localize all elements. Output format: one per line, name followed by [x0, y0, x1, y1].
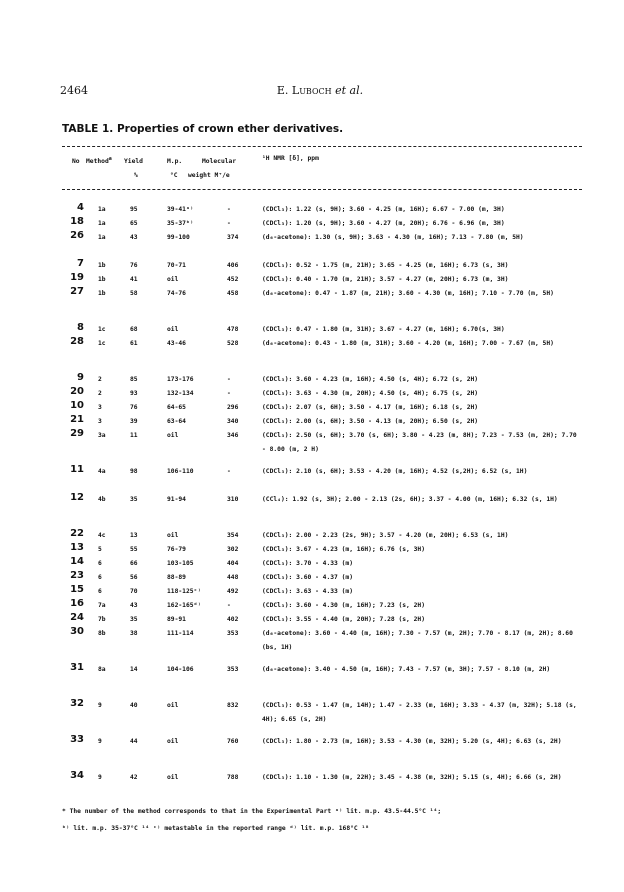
yield-cell: 98: [130, 468, 138, 475]
method-cell: 3a: [98, 432, 106, 439]
col-header-no: No: [72, 158, 80, 165]
molecular-weight-cell: -: [227, 468, 231, 475]
molecular-weight-cell: 788: [227, 774, 239, 781]
method-cell: 9: [98, 774, 102, 781]
compound-number: 7: [77, 258, 84, 269]
method-cell: 7b: [98, 616, 106, 623]
yield-cell: 35: [130, 496, 138, 503]
compound-number: 27: [70, 286, 84, 297]
method-cell: 9: [98, 702, 102, 709]
table-row: [0, 543, 624, 557]
compound-number: 30: [70, 626, 84, 637]
table-row: [0, 585, 624, 599]
running-header-authors: E. Luboch et al.: [276, 84, 364, 97]
molecular-weight-cell: 452: [227, 276, 239, 283]
melting-point-cell: 88-89: [167, 574, 186, 581]
nmr-cell: (CDCl₃): 3.67 - 4.23 (m, 16H); 6.76 (s, 3H): [262, 546, 426, 553]
molecular-weight-cell: 354: [227, 532, 239, 539]
yield-cell: 40: [130, 702, 138, 709]
melting-point-cell: oil: [167, 738, 179, 745]
yield-cell: 42: [130, 774, 138, 781]
molecular-weight-cell: -: [227, 206, 231, 213]
melting-point-cell: 132-134: [167, 390, 194, 397]
compound-number: 28: [70, 336, 84, 347]
compound-number: 8: [77, 322, 84, 333]
molecular-weight-cell: 458: [227, 290, 239, 297]
table-row: [0, 429, 624, 457]
melting-point-cell: oil: [167, 326, 179, 333]
method-cell: 6: [98, 574, 102, 581]
table-row: [0, 465, 624, 493]
melting-point-cell: 43-46: [167, 340, 186, 347]
method-cell: 2: [98, 390, 102, 397]
method-cell: 1b: [98, 276, 106, 283]
melting-point-cell: 111-114: [167, 630, 194, 637]
nmr-cell: (CDCl₃): 1.80 - 2.73 (m, 16H); 3.53 - 4.30 (m, 32H); 5.20 (s, 4H); 6.63 (s, 2H): [262, 738, 562, 745]
table-row: [0, 627, 624, 655]
yield-cell: 65: [130, 220, 138, 227]
yield-cell: 61: [130, 340, 138, 347]
compound-number: 33: [70, 734, 84, 745]
compound-number: 9: [77, 372, 84, 383]
compound-number: 10: [70, 400, 84, 411]
compound-number: 26: [70, 230, 84, 241]
molecular-weight-cell: 492: [227, 588, 239, 595]
compound-number: 13: [70, 542, 84, 553]
compound-number: 14: [70, 556, 84, 567]
yield-cell: 44: [130, 738, 138, 745]
yield-cell: 70: [130, 588, 138, 595]
table-row: [0, 571, 624, 585]
method-cell: 1c: [98, 326, 106, 333]
table-row: [0, 493, 624, 521]
table-row: [0, 599, 624, 613]
method-cell: 1a: [98, 206, 106, 213]
nmr-cell: (CDCl₃): 0.47 - 1.80 (m, 31H); 3.67 - 4.27 (m, 16H); 6.70(s, 3H): [262, 326, 505, 333]
table-top-rule: [62, 146, 582, 147]
yield-cell: 35: [130, 616, 138, 623]
table-row: [0, 663, 624, 691]
yield-cell: 43: [130, 602, 138, 609]
table-row: [0, 231, 624, 259]
nmr-cell: (CDCl₃): 1.10 - 1.30 (m, 22H); 3.45 - 4.38 (m, 32H); 5.15 (s, 4H); 6.66 (s, 2H): [262, 774, 562, 781]
nmr-cell: (CDCl₃): 3.63 - 4.30 (m, 20H); 4.50 (s, 4H); 6.75 (s, 2H): [262, 390, 479, 397]
yield-cell: 43: [130, 234, 138, 241]
molecular-weight-cell: 302: [227, 546, 239, 553]
nmr-cell: (CDCl₃): 3.63 - 4.33 (m): [262, 588, 353, 595]
yield-cell: 66: [130, 560, 138, 567]
method-cell: 8b: [98, 630, 106, 637]
molecular-weight-cell: 448: [227, 574, 239, 581]
yield-cell: 58: [130, 290, 138, 297]
table-row: [0, 771, 624, 799]
table-row: [0, 415, 624, 429]
molecular-weight-cell: 310: [227, 496, 239, 503]
footnote-line-2: ᵇ⁾ lit. m.p. 35-37°C ¹⁴ ᶜ⁾ metastable in the reported range ᵈ⁾ lit. m.p. 168°C ¹⁸: [62, 825, 370, 832]
method-cell: 4c: [98, 532, 106, 539]
nmr-cell: (CDCl₃): 3.60 - 4.37 (m): [262, 574, 353, 581]
molecular-weight-cell: 346: [227, 432, 239, 439]
melting-point-cell: 118-125ᶜ⁾: [167, 588, 202, 595]
method-cell: 4a: [98, 468, 106, 475]
melting-point-cell: 103-105: [167, 560, 194, 567]
melting-point-cell: 63-64: [167, 418, 186, 425]
nmr-cell: (CDCl₃): 2.00 (s, 6H); 3.50 - 4.13 (m, 20H); 6.50 (s, 2H): [262, 418, 479, 425]
melting-point-cell: 99-100: [167, 234, 190, 241]
method-cell: 2: [98, 376, 102, 383]
table-row: [0, 735, 624, 763]
nmr-cell: (CDCl₃): 3.70 - 4.33 (m): [262, 560, 353, 567]
col-header-yield: Yield: [124, 158, 143, 165]
method-cell: 1c: [98, 340, 106, 347]
method-cell: 5: [98, 546, 102, 553]
yield-cell: 38: [130, 630, 138, 637]
method-cell: 8a: [98, 666, 106, 673]
footnote-line-1: * The number of the method corresponds to that in the Experimental Part ᵃ⁾ lit. m.p. 43.5-44.5°C ¹⁴;: [62, 808, 442, 815]
table-row: [0, 203, 624, 217]
method-cell: 7a: [98, 602, 106, 609]
molecular-weight-cell: 353: [227, 666, 239, 673]
molecular-weight-cell: -: [227, 220, 231, 227]
molecular-weight-cell: -: [227, 390, 231, 397]
yield-cell: 76: [130, 262, 138, 269]
table-row: [0, 529, 624, 543]
yield-cell: 11: [130, 432, 138, 439]
compound-number: 19: [70, 272, 84, 283]
method-cell: 1b: [98, 290, 106, 297]
molecular-weight-cell: 760: [227, 738, 239, 745]
compound-number: 31: [70, 662, 84, 673]
table-row: [0, 699, 624, 727]
melting-point-cell: 64-65: [167, 404, 186, 411]
melting-point-cell: 91-94: [167, 496, 186, 503]
table-row: [0, 401, 624, 415]
compound-number: 22: [70, 528, 84, 539]
yield-cell: 85: [130, 376, 138, 383]
method-cell: 9: [98, 738, 102, 745]
yield-cell: 56: [130, 574, 138, 581]
melting-point-cell: 89-91: [167, 616, 186, 623]
table-row: [0, 613, 624, 627]
nmr-cell: (CDCl₃): 1.22 (s, 9H); 3.60 - 4.25 (m, 16H); 6.67 - 7.00 (m, 3H): [262, 206, 505, 213]
nmr-cell: (CDCl₃): 2.07 (s, 6H); 3.50 - 4.17 (m, 16H); 6.18 (s, 2H): [262, 404, 479, 411]
table-row: [0, 323, 624, 337]
nmr-cell: (CDCl₃): 2.00 - 2.23 (2s, 9H); 3.57 - 4.20 (m, 20H); 6.53 (s, 1H): [262, 532, 509, 539]
melting-point-cell: oil: [167, 532, 179, 539]
col-header-mw-unit: weight M⁺/e: [188, 172, 230, 179]
molecular-weight-cell: 528: [227, 340, 239, 347]
compound-number: 34: [70, 770, 84, 781]
nmr-cell: (d₆-acetone): 0.43 - 1.80 (m, 31H); 3.60 - 4.20 (m, 16H); 7.00 - 7.67 (m, 5H): [262, 340, 554, 347]
col-header-mp-unit: °C: [170, 172, 178, 179]
yield-cell: 39: [130, 418, 138, 425]
table-row: [0, 217, 624, 231]
table-header-rule: [62, 189, 582, 190]
table-row: [0, 287, 624, 315]
molecular-weight-cell: 296: [227, 404, 239, 411]
nmr-cell: (CDCl₃): 0.52 - 1.75 (m, 21H); 3.65 - 4.25 (m, 16H); 6.73 (s, 3H): [262, 262, 509, 269]
molecular-weight-cell: 406: [227, 262, 239, 269]
compound-number: 18: [70, 216, 84, 227]
nmr-cell: (d₆-acetone): 3.40 - 4.50 (m, 16H); 7.43 - 7.57 (m, 3H); 7.57 - 8.10 (m, 2H): [262, 666, 551, 673]
melting-point-cell: 74-76: [167, 290, 186, 297]
molecular-weight-cell: 404: [227, 560, 239, 567]
melting-point-cell: 106-110: [167, 468, 194, 475]
melting-point-cell: oil: [167, 774, 179, 781]
yield-cell: 95: [130, 206, 138, 213]
method-cell: 6: [98, 588, 102, 595]
molecular-weight-cell: 353: [227, 630, 239, 637]
compound-number: 16: [70, 598, 84, 609]
molecular-weight-cell: 374: [227, 234, 239, 241]
table-row: [0, 387, 624, 401]
compound-number: 12: [70, 492, 84, 503]
col-header-mw: Molecular: [202, 158, 237, 165]
melting-point-cell: 162-165ᵈ⁾: [167, 602, 202, 609]
method-cell: 1a: [98, 234, 106, 241]
method-cell: 6: [98, 560, 102, 567]
melting-point-cell: 76-79: [167, 546, 186, 553]
yield-cell: 13: [130, 532, 138, 539]
compound-number: 23: [70, 570, 84, 581]
nmr-cell: (d₆-acetone): 1.30 (s, 9H); 3.63 - 4.30 (m, 16H); 7.13 - 7.80 (m, 5H): [262, 234, 524, 241]
nmr-cell: (CDCl₃): 1.20 (s, 9H); 3.60 - 4.27 (m, 20H); 6.76 - 6.96 (m, 3H): [262, 220, 505, 227]
table-row: [0, 259, 624, 273]
table-row: [0, 557, 624, 571]
nmr-cell: (CCl₄): 1.92 (s, 3H); 2.00 - 2.13 (2s, 6H); 3.37 - 4.00 (m, 16H); 6.32 (s, 1H): [262, 496, 558, 503]
melting-point-cell: oil: [167, 432, 179, 439]
compound-number: 32: [70, 698, 84, 709]
nmr-cell: (CDCl₃): 0.40 - 1.70 (m, 21H); 3.57 - 4.27 (m, 20H); 6.73 (m, 3H): [262, 276, 509, 283]
yield-cell: 41: [130, 276, 138, 283]
yield-cell: 55: [130, 546, 138, 553]
col-header-mp: M.p.: [167, 158, 183, 165]
melting-point-cell: 173-176: [167, 376, 194, 383]
page-number: 2464: [60, 84, 88, 97]
melting-point-cell: 35-37ᵇ⁾: [167, 220, 194, 227]
nmr-cell: (CDCl₃): 3.60 - 4.23 (m, 16H); 4.50 (s, 4H); 6.72 (s, 2H): [262, 376, 479, 383]
molecular-weight-cell: 340: [227, 418, 239, 425]
table-row: [0, 373, 624, 387]
table-caption: TABLE 1. Properties of crown ether derivatives.: [62, 123, 344, 135]
method-cell: 4b: [98, 496, 106, 503]
melting-point-cell: 39-41ᵃ⁾: [167, 206, 194, 213]
nmr-cell: (CDCl₃): 3.60 - 4.30 (m, 16H); 7.23 (s, 2H): [262, 602, 426, 609]
method-cell: 1a: [98, 220, 106, 227]
yield-cell: 76: [130, 404, 138, 411]
melting-point-cell: oil: [167, 276, 179, 283]
yield-cell: 68: [130, 326, 138, 333]
molecular-weight-cell: 832: [227, 702, 239, 709]
table-row: [0, 337, 624, 365]
col-header-yield-unit: %: [134, 172, 138, 179]
melting-point-cell: oil: [167, 702, 179, 709]
compound-number: 4: [77, 202, 84, 213]
compound-number: 11: [70, 464, 84, 475]
yield-cell: 93: [130, 390, 138, 397]
compound-number: 15: [70, 584, 84, 595]
nmr-cell: (CDCl₃): 2.50 (s, 6H); 3.70 (s, 6H); 3.80 - 4.23 (m, 8H); 7.23 - 7.53 (m, 2H); 7.70 - 8.00 (m, 2 H): [262, 432, 577, 453]
col-header-method: Method$^a$: [86, 155, 112, 165]
compound-number: 24: [70, 612, 84, 623]
col-header-nmr: ¹H NMR [δ], ppm: [262, 155, 319, 162]
nmr-cell: (d₆-acetone): 0.47 - 1.87 (m, 21H); 3.60 - 4.30 (m, 16H); 7.10 - 7.70 (m, 5H): [262, 290, 554, 297]
molecular-weight-cell: -: [227, 376, 231, 383]
compound-number: 20: [70, 386, 84, 397]
compound-number: 29: [70, 428, 84, 439]
molecular-weight-cell: 478: [227, 326, 239, 333]
table-row: [0, 273, 624, 287]
melting-point-cell: 104-106: [167, 666, 194, 673]
method-cell: 3: [98, 404, 102, 411]
nmr-cell: (CDCl₃): 0.53 - 1.47 (m, 14H); 1.47 - 2.33 (m, 16H); 3.33 - 4.37 (m, 32H); 5.18 (s, 4H); 6.65 (s, 2H): [262, 702, 577, 723]
method-cell: 3: [98, 418, 102, 425]
nmr-cell: (CDCl₃): 3.55 - 4.40 (m, 20H); 7.28 (s, 2H): [262, 616, 426, 623]
molecular-weight-cell: 402: [227, 616, 239, 623]
nmr-cell: (d₆-acetone): 3.60 - 4.40 (m, 16H); 7.30 - 7.57 (m, 2H); 7.70 - 8.17 (m, 2H); 8.60 (bs, 1H): [262, 630, 573, 651]
compound-number: 21: [70, 414, 84, 425]
table-body: [0, 203, 624, 799]
nmr-cell: (CDCl₃): 2.10 (s, 6H); 3.53 - 4.20 (m, 16H); 4.52 (s,2H); 6.52 (s, 1H): [262, 468, 528, 475]
method-cell: 1b: [98, 262, 106, 269]
molecular-weight-cell: -: [227, 602, 231, 609]
melting-point-cell: 70-71: [167, 262, 186, 269]
yield-cell: 14: [130, 666, 138, 673]
